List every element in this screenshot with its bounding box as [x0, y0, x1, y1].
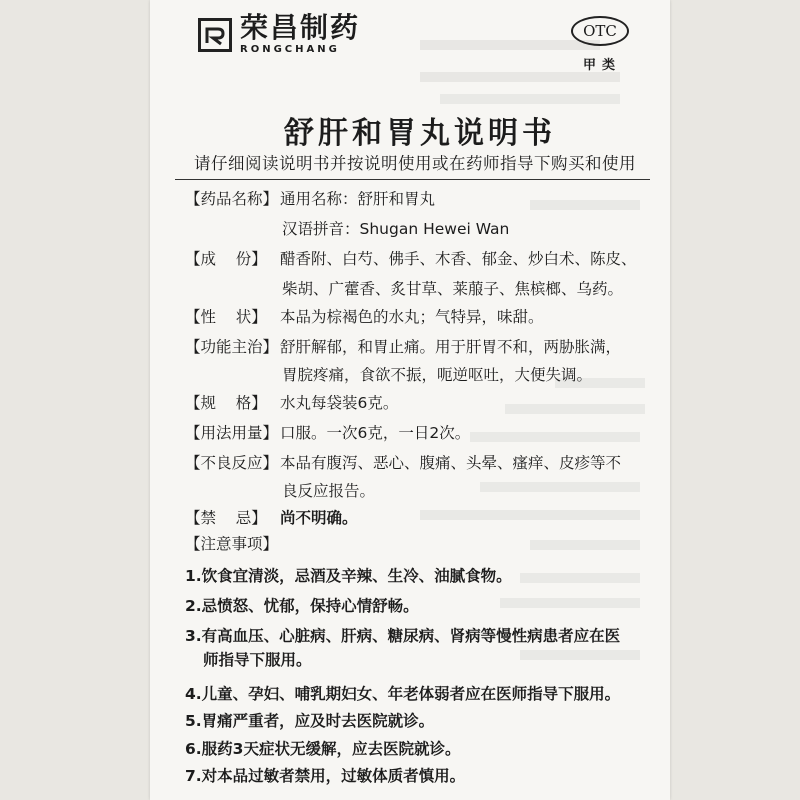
otc-badge: OTC — [571, 16, 629, 46]
section-contraindications — [185, 505, 358, 531]
section-label: 【成 份】 — [185, 250, 267, 268]
brand-name-cn: 荣昌制药 — [240, 11, 361, 44]
section-precautions — [185, 531, 280, 557]
precaution-item-continued: 师指导下服用。 — [203, 651, 312, 669]
section-value: 醋香附、白芍、佛手、木香、郁金、炒白术、陈皮、 — [280, 250, 637, 268]
section-appearance — [185, 304, 544, 330]
precaution-item: 7.对本品过敏者禁用，过敏体质者慎用。 — [185, 767, 466, 785]
section-value: 良反应报告。 — [282, 482, 376, 500]
precaution-item: 3.有高血压、心脏病、肝病、糖尿病、肾病等慢性病患者应在医 — [185, 627, 621, 645]
document-subtitle: 请仔细阅读说明书并按说明使用或在药师指导下购买和使用 — [194, 154, 636, 173]
brand-name-en: RONGCHANG — [240, 44, 340, 55]
section-value: 尚不明确。 — [280, 509, 358, 527]
section-value: 通用名称：舒肝和胃丸 — [280, 190, 436, 208]
section-adverse-line2 — [185, 478, 375, 504]
document-title: 舒肝和胃丸说明书 — [284, 116, 556, 151]
section-value: 本品为棕褐色的水丸；气特异，味甜。 — [280, 308, 544, 326]
section-label: 【药品名称】 — [185, 190, 279, 208]
section-adverse — [185, 450, 621, 476]
section-label: 【规 格】 — [185, 394, 267, 412]
section-value: 汉语拼音：Shugan Hewei Wan — [282, 220, 510, 238]
section-value: 本品有腹泻、恶心、腹痛、头晕、瘙痒、皮疹等不 — [280, 454, 622, 472]
section-label: 【功能主治】 — [185, 338, 279, 356]
section-dosage — [185, 420, 470, 446]
section-label: 【注意事项】 — [185, 535, 279, 553]
brand-logo — [198, 11, 361, 55]
section-ingredients-line2 — [185, 276, 623, 302]
section-label: 【禁 忌】 — [185, 509, 267, 527]
section-indications-line2 — [185, 362, 592, 388]
section-label: 【用法用量】 — [185, 424, 279, 442]
section-value: 口服。一次6克，一日2次。 — [280, 424, 471, 442]
section-value: 舒肝解郁，和胃止痛。用于肝胃不和，两胁胀满， — [280, 338, 622, 356]
section-spec — [185, 390, 398, 416]
section-ingredients — [185, 246, 637, 272]
section-label: 【不良反应】 — [185, 454, 279, 472]
section-value: 柴胡、广藿香、炙甘草、莱菔子、焦槟榔、乌药。 — [282, 280, 624, 298]
precaution-item: 2.忌愤怒、忧郁，保持心情舒畅。 — [185, 597, 419, 615]
section-name-line2 — [185, 216, 509, 242]
precaution-item: 5.胃痛严重者，应及时去医院就诊。 — [185, 712, 435, 730]
section-indications — [185, 334, 621, 360]
title-divider — [175, 179, 650, 180]
section-name — [185, 186, 435, 212]
brand-logo-icon — [198, 18, 232, 52]
precaution-item: 6.服药3天症状无缓解，应去医院就诊。 — [185, 740, 461, 758]
precaution-item: 4.儿童、孕妇、哺乳期妇女、年老体弱者应在医师指导下服用。 — [185, 685, 621, 703]
precaution-item: 1.饮食宜清淡，忌酒及辛辣、生冷、油腻食物。 — [185, 567, 512, 585]
section-value: 水丸每袋装6克。 — [280, 394, 399, 412]
section-value: 胃脘疼痛，食欲不振，呃逆呕吐，大便失调。 — [282, 366, 593, 384]
section-label: 【性 状】 — [185, 308, 267, 326]
otc-class-label: 甲类 — [583, 58, 622, 73]
